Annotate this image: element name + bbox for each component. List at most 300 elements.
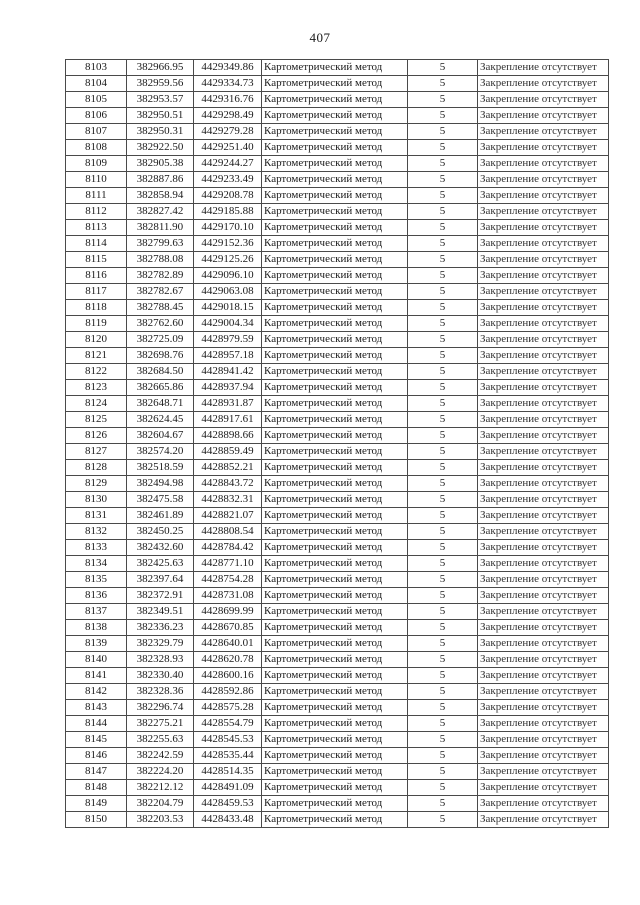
table-row — [66, 284, 609, 300]
point-id-cell: 8124 — [66, 396, 127, 412]
y-coordinate-cell: 4429096.10 — [194, 268, 262, 284]
x-coordinate-cell: 382336.23 — [127, 620, 194, 636]
point-id-cell: 8120 — [66, 332, 127, 348]
x-coordinate-cell: 382684.50 — [127, 364, 194, 380]
x-coordinate-cell: 382905.38 — [127, 156, 194, 172]
point-id-cell: 8106 — [66, 108, 127, 124]
y-coordinate-cell: 4428459.53 — [194, 796, 262, 812]
point-id-cell: 8147 — [66, 764, 127, 780]
note-cell: Закрепление отсутствует — [478, 444, 609, 460]
point-id-cell: 8115 — [66, 252, 127, 268]
note-cell: Закрепление отсутствует — [478, 140, 609, 156]
point-id-cell: 8144 — [66, 716, 127, 732]
x-coordinate-cell: 382518.59 — [127, 460, 194, 476]
accuracy-cell: 5 — [408, 668, 478, 684]
table-row — [66, 268, 609, 284]
table-row — [66, 252, 609, 268]
accuracy-cell: 5 — [408, 380, 478, 396]
point-id-cell: 8133 — [66, 540, 127, 556]
table-row — [66, 572, 609, 588]
method-cell: Картометрический метод — [262, 124, 408, 140]
x-coordinate-cell: 382782.67 — [127, 284, 194, 300]
note-cell: Закрепление отсутствует — [478, 524, 609, 540]
point-id-cell: 8134 — [66, 556, 127, 572]
point-id-cell: 8116 — [66, 268, 127, 284]
method-cell: Картометрический метод — [262, 396, 408, 412]
method-cell: Картометрический метод — [262, 156, 408, 172]
accuracy-cell: 5 — [408, 604, 478, 620]
x-coordinate-cell: 382204.79 — [127, 796, 194, 812]
note-cell: Закрепление отсутствует — [478, 604, 609, 620]
accuracy-cell: 5 — [408, 332, 478, 348]
point-id-cell: 8128 — [66, 460, 127, 476]
note-cell: Закрепление отсутствует — [478, 796, 609, 812]
x-coordinate-cell: 382224.20 — [127, 764, 194, 780]
x-coordinate-cell: 382450.25 — [127, 524, 194, 540]
table-row — [66, 364, 609, 380]
y-coordinate-cell: 4428832.31 — [194, 492, 262, 508]
point-id-cell: 8149 — [66, 796, 127, 812]
x-coordinate-cell: 382372.91 — [127, 588, 194, 604]
accuracy-cell: 5 — [408, 748, 478, 764]
method-cell: Картометрический метод — [262, 284, 408, 300]
table-row — [66, 188, 609, 204]
table-row — [66, 588, 609, 604]
point-id-cell: 8137 — [66, 604, 127, 620]
method-cell: Картометрический метод — [262, 476, 408, 492]
accuracy-cell: 5 — [408, 172, 478, 188]
table-row — [66, 812, 609, 828]
accuracy-cell: 5 — [408, 364, 478, 380]
x-coordinate-cell: 382725.09 — [127, 332, 194, 348]
method-cell: Картометрический метод — [262, 220, 408, 236]
accuracy-cell: 5 — [408, 348, 478, 364]
table-row — [66, 524, 609, 540]
coordinates-table — [65, 59, 609, 828]
table-row — [66, 732, 609, 748]
y-coordinate-cell: 4428808.54 — [194, 524, 262, 540]
y-coordinate-cell: 4429279.28 — [194, 124, 262, 140]
accuracy-cell: 5 — [408, 508, 478, 524]
table-row — [66, 684, 609, 700]
x-coordinate-cell: 382328.36 — [127, 684, 194, 700]
x-coordinate-cell: 382329.79 — [127, 636, 194, 652]
accuracy-cell: 5 — [408, 220, 478, 236]
accuracy-cell: 5 — [408, 156, 478, 172]
x-coordinate-cell: 382648.71 — [127, 396, 194, 412]
note-cell: Закрепление отсутствует — [478, 124, 609, 140]
point-id-cell: 8126 — [66, 428, 127, 444]
point-id-cell: 8140 — [66, 652, 127, 668]
note-cell: Закрепление отсутствует — [478, 364, 609, 380]
method-cell: Картометрический метод — [262, 348, 408, 364]
y-coordinate-cell: 4429316.76 — [194, 92, 262, 108]
accuracy-cell: 5 — [408, 460, 478, 476]
accuracy-cell: 5 — [408, 588, 478, 604]
accuracy-cell: 5 — [408, 140, 478, 156]
point-id-cell: 8139 — [66, 636, 127, 652]
note-cell: Закрепление отсутствует — [478, 700, 609, 716]
accuracy-cell: 5 — [408, 524, 478, 540]
note-cell: Закрепление отсутствует — [478, 396, 609, 412]
y-coordinate-cell: 4428821.07 — [194, 508, 262, 524]
table-row — [66, 460, 609, 476]
table-row — [66, 796, 609, 812]
y-coordinate-cell: 4428957.18 — [194, 348, 262, 364]
y-coordinate-cell: 4429251.40 — [194, 140, 262, 156]
method-cell: Картометрический метод — [262, 764, 408, 780]
table-row — [66, 316, 609, 332]
x-coordinate-cell: 382698.76 — [127, 348, 194, 364]
table-row — [66, 492, 609, 508]
x-coordinate-cell: 382966.95 — [127, 60, 194, 76]
y-coordinate-cell: 4429298.49 — [194, 108, 262, 124]
method-cell: Картометрический метод — [262, 572, 408, 588]
y-coordinate-cell: 4428592.86 — [194, 684, 262, 700]
y-coordinate-cell: 4429152.36 — [194, 236, 262, 252]
y-coordinate-cell: 4429349.86 — [194, 60, 262, 76]
x-coordinate-cell: 382788.08 — [127, 252, 194, 268]
method-cell: Картометрический метод — [262, 140, 408, 156]
x-coordinate-cell: 382665.86 — [127, 380, 194, 396]
note-cell: Закрепление отсутствует — [478, 268, 609, 284]
method-cell: Картометрический метод — [262, 412, 408, 428]
note-cell: Закрепление отсутствует — [478, 380, 609, 396]
note-cell: Закрепление отсутствует — [478, 732, 609, 748]
note-cell: Закрепление отсутствует — [478, 172, 609, 188]
x-coordinate-cell: 382432.60 — [127, 540, 194, 556]
table-row — [66, 380, 609, 396]
note-cell: Закрепление отсутствует — [478, 412, 609, 428]
note-cell: Закрепление отсутствует — [478, 492, 609, 508]
y-coordinate-cell: 4428917.61 — [194, 412, 262, 428]
y-coordinate-cell: 4428554.79 — [194, 716, 262, 732]
note-cell: Закрепление отсутствует — [478, 204, 609, 220]
x-coordinate-cell: 382788.45 — [127, 300, 194, 316]
note-cell: Закрепление отсутствует — [478, 812, 609, 828]
method-cell: Картометрический метод — [262, 588, 408, 604]
accuracy-cell: 5 — [408, 236, 478, 252]
y-coordinate-cell: 4428514.35 — [194, 764, 262, 780]
method-cell: Картометрический метод — [262, 60, 408, 76]
accuracy-cell: 5 — [408, 716, 478, 732]
y-coordinate-cell: 4428979.59 — [194, 332, 262, 348]
y-coordinate-cell: 4429170.10 — [194, 220, 262, 236]
table-row — [66, 348, 609, 364]
point-id-cell: 8136 — [66, 588, 127, 604]
x-coordinate-cell: 382425.63 — [127, 556, 194, 572]
accuracy-cell: 5 — [408, 92, 478, 108]
method-cell: Картометрический метод — [262, 236, 408, 252]
accuracy-cell: 5 — [408, 540, 478, 556]
method-cell: Картометрический метод — [262, 188, 408, 204]
point-id-cell: 8123 — [66, 380, 127, 396]
method-cell: Картометрический метод — [262, 700, 408, 716]
x-coordinate-cell: 382397.64 — [127, 572, 194, 588]
table-row — [66, 716, 609, 732]
table-row — [66, 764, 609, 780]
accuracy-cell: 5 — [408, 396, 478, 412]
note-cell: Закрепление отсутствует — [478, 108, 609, 124]
point-id-cell: 8129 — [66, 476, 127, 492]
x-coordinate-cell: 382574.20 — [127, 444, 194, 460]
accuracy-cell: 5 — [408, 444, 478, 460]
x-coordinate-cell: 382922.50 — [127, 140, 194, 156]
point-id-cell: 8121 — [66, 348, 127, 364]
point-id-cell: 8138 — [66, 620, 127, 636]
accuracy-cell: 5 — [408, 316, 478, 332]
note-cell: Закрепление отсутствует — [478, 540, 609, 556]
point-id-cell: 8122 — [66, 364, 127, 380]
y-coordinate-cell: 4428640.01 — [194, 636, 262, 652]
x-coordinate-cell: 382959.56 — [127, 76, 194, 92]
method-cell: Картометрический метод — [262, 204, 408, 220]
note-cell: Закрепление отсутствует — [478, 156, 609, 172]
accuracy-cell: 5 — [408, 476, 478, 492]
table-row — [66, 300, 609, 316]
table-row — [66, 220, 609, 236]
table-row — [66, 604, 609, 620]
y-coordinate-cell: 4428535.44 — [194, 748, 262, 764]
point-id-cell: 8103 — [66, 60, 127, 76]
y-coordinate-cell: 4428784.42 — [194, 540, 262, 556]
accuracy-cell: 5 — [408, 812, 478, 828]
table-row — [66, 428, 609, 444]
x-coordinate-cell: 382494.98 — [127, 476, 194, 492]
note-cell: Закрепление отсутствует — [478, 460, 609, 476]
table-row — [66, 60, 609, 76]
method-cell: Картометрический метод — [262, 252, 408, 268]
accuracy-cell: 5 — [408, 284, 478, 300]
table-row — [66, 156, 609, 172]
point-id-cell: 8114 — [66, 236, 127, 252]
point-id-cell: 8132 — [66, 524, 127, 540]
table-row — [66, 204, 609, 220]
note-cell: Закрепление отсутствует — [478, 348, 609, 364]
y-coordinate-cell: 4428937.94 — [194, 380, 262, 396]
table-row — [66, 620, 609, 636]
table-row — [66, 92, 609, 108]
note-cell: Закрепление отсутствует — [478, 284, 609, 300]
note-cell: Закрепление отсутствует — [478, 252, 609, 268]
y-coordinate-cell: 4429233.49 — [194, 172, 262, 188]
y-coordinate-cell: 4429125.26 — [194, 252, 262, 268]
y-coordinate-cell: 4428843.72 — [194, 476, 262, 492]
point-id-cell: 8113 — [66, 220, 127, 236]
note-cell: Закрепление отсутствует — [478, 332, 609, 348]
y-coordinate-cell: 4428433.48 — [194, 812, 262, 828]
table-row — [66, 172, 609, 188]
table-row — [66, 748, 609, 764]
method-cell: Картометрический метод — [262, 444, 408, 460]
point-id-cell: 8135 — [66, 572, 127, 588]
x-coordinate-cell: 382858.94 — [127, 188, 194, 204]
note-cell: Закрепление отсутствует — [478, 572, 609, 588]
note-cell: Закрепление отсутствует — [478, 780, 609, 796]
accuracy-cell: 5 — [408, 556, 478, 572]
accuracy-cell: 5 — [408, 572, 478, 588]
y-coordinate-cell: 4428600.16 — [194, 668, 262, 684]
method-cell: Картометрический метод — [262, 380, 408, 396]
point-id-cell: 8109 — [66, 156, 127, 172]
note-cell: Закрепление отсутствует — [478, 764, 609, 780]
method-cell: Картометрический метод — [262, 460, 408, 476]
method-cell: Картометрический метод — [262, 92, 408, 108]
x-coordinate-cell: 382203.53 — [127, 812, 194, 828]
note-cell: Закрепление отсутствует — [478, 748, 609, 764]
x-coordinate-cell: 382242.59 — [127, 748, 194, 764]
y-coordinate-cell: 4428699.99 — [194, 604, 262, 620]
x-coordinate-cell: 382328.93 — [127, 652, 194, 668]
y-coordinate-cell: 4428859.49 — [194, 444, 262, 460]
note-cell: Закрепление отсутствует — [478, 508, 609, 524]
y-coordinate-cell: 4428731.08 — [194, 588, 262, 604]
note-cell: Закрепление отсутствует — [478, 300, 609, 316]
point-id-cell: 8145 — [66, 732, 127, 748]
y-coordinate-cell: 4429334.73 — [194, 76, 262, 92]
table-row — [66, 412, 609, 428]
table-row — [66, 396, 609, 412]
y-coordinate-cell: 4428670.85 — [194, 620, 262, 636]
accuracy-cell: 5 — [408, 412, 478, 428]
accuracy-cell: 5 — [408, 492, 478, 508]
note-cell: Закрепление отсутствует — [478, 620, 609, 636]
accuracy-cell: 5 — [408, 204, 478, 220]
accuracy-cell: 5 — [408, 652, 478, 668]
note-cell: Закрепление отсутствует — [478, 476, 609, 492]
note-cell: Закрепление отсутствует — [478, 316, 609, 332]
table-row — [66, 140, 609, 156]
y-coordinate-cell: 4428898.66 — [194, 428, 262, 444]
method-cell: Картометрический метод — [262, 300, 408, 316]
point-id-cell: 8127 — [66, 444, 127, 460]
x-coordinate-cell: 382461.89 — [127, 508, 194, 524]
y-coordinate-cell: 4429208.78 — [194, 188, 262, 204]
table-row — [66, 780, 609, 796]
method-cell: Картометрический метод — [262, 620, 408, 636]
table-row — [66, 540, 609, 556]
accuracy-cell: 5 — [408, 700, 478, 716]
point-id-cell: 8107 — [66, 124, 127, 140]
x-coordinate-cell: 382212.12 — [127, 780, 194, 796]
accuracy-cell: 5 — [408, 108, 478, 124]
x-coordinate-cell: 382799.63 — [127, 236, 194, 252]
x-coordinate-cell: 382330.40 — [127, 668, 194, 684]
note-cell: Закрепление отсутствует — [478, 220, 609, 236]
x-coordinate-cell: 382782.89 — [127, 268, 194, 284]
method-cell: Картометрический метод — [262, 508, 408, 524]
point-id-cell: 8143 — [66, 700, 127, 716]
method-cell: Картометрический метод — [262, 796, 408, 812]
y-coordinate-cell: 4429004.34 — [194, 316, 262, 332]
method-cell: Картометрический метод — [262, 332, 408, 348]
method-cell: Картометрический метод — [262, 604, 408, 620]
point-id-cell: 8117 — [66, 284, 127, 300]
method-cell: Картометрический метод — [262, 812, 408, 828]
y-coordinate-cell: 4429063.08 — [194, 284, 262, 300]
x-coordinate-cell: 382475.58 — [127, 492, 194, 508]
note-cell: Закрепление отсутствует — [478, 92, 609, 108]
point-id-cell: 8105 — [66, 92, 127, 108]
method-cell: Картометрический метод — [262, 268, 408, 284]
method-cell: Картометрический метод — [262, 668, 408, 684]
accuracy-cell: 5 — [408, 428, 478, 444]
point-id-cell: 8148 — [66, 780, 127, 796]
point-id-cell: 8119 — [66, 316, 127, 332]
method-cell: Картометрический метод — [262, 652, 408, 668]
point-id-cell: 8131 — [66, 508, 127, 524]
table-row — [66, 508, 609, 524]
y-coordinate-cell: 4428491.09 — [194, 780, 262, 796]
y-coordinate-cell: 4428575.28 — [194, 700, 262, 716]
x-coordinate-cell: 382275.21 — [127, 716, 194, 732]
y-coordinate-cell: 4428941.42 — [194, 364, 262, 380]
table-row — [66, 108, 609, 124]
accuracy-cell: 5 — [408, 732, 478, 748]
note-cell: Закрепление отсутствует — [478, 76, 609, 92]
method-cell: Картометрический метод — [262, 684, 408, 700]
point-id-cell: 8108 — [66, 140, 127, 156]
point-id-cell: 8146 — [66, 748, 127, 764]
x-coordinate-cell: 382953.57 — [127, 92, 194, 108]
table-row — [66, 332, 609, 348]
accuracy-cell: 5 — [408, 124, 478, 140]
note-cell: Закрепление отсутствует — [478, 236, 609, 252]
note-cell: Закрепление отсутствует — [478, 684, 609, 700]
point-id-cell: 8104 — [66, 76, 127, 92]
point-id-cell: 8110 — [66, 172, 127, 188]
accuracy-cell: 5 — [408, 268, 478, 284]
x-coordinate-cell: 382887.86 — [127, 172, 194, 188]
x-coordinate-cell: 382349.51 — [127, 604, 194, 620]
point-id-cell: 8130 — [66, 492, 127, 508]
method-cell: Картометрический метод — [262, 172, 408, 188]
y-coordinate-cell: 4429244.27 — [194, 156, 262, 172]
method-cell: Картометрический метод — [262, 780, 408, 796]
note-cell: Закрепление отсутствует — [478, 588, 609, 604]
note-cell: Закрепление отсутствует — [478, 188, 609, 204]
point-id-cell: 8111 — [66, 188, 127, 204]
point-id-cell: 8142 — [66, 684, 127, 700]
note-cell: Закрепление отсутствует — [478, 668, 609, 684]
note-cell: Закрепление отсутствует — [478, 636, 609, 652]
method-cell: Картометрический метод — [262, 76, 408, 92]
note-cell: Закрепление отсутствует — [478, 60, 609, 76]
table-row — [66, 556, 609, 572]
accuracy-cell: 5 — [408, 300, 478, 316]
x-coordinate-cell: 382624.45 — [127, 412, 194, 428]
table-row — [66, 700, 609, 716]
y-coordinate-cell: 4428754.28 — [194, 572, 262, 588]
note-cell: Закрепление отсутствует — [478, 652, 609, 668]
accuracy-cell: 5 — [408, 636, 478, 652]
table-row — [66, 668, 609, 684]
point-id-cell: 8141 — [66, 668, 127, 684]
table-row — [66, 652, 609, 668]
table-row — [66, 76, 609, 92]
point-id-cell: 8150 — [66, 812, 127, 828]
accuracy-cell: 5 — [408, 684, 478, 700]
table-row — [66, 476, 609, 492]
accuracy-cell: 5 — [408, 764, 478, 780]
table-row — [66, 444, 609, 460]
method-cell: Картометрический метод — [262, 492, 408, 508]
note-cell: Закрепление отсутствует — [478, 716, 609, 732]
x-coordinate-cell: 382604.67 — [127, 428, 194, 444]
point-id-cell: 8112 — [66, 204, 127, 220]
method-cell: Картометрический метод — [262, 748, 408, 764]
accuracy-cell: 5 — [408, 780, 478, 796]
